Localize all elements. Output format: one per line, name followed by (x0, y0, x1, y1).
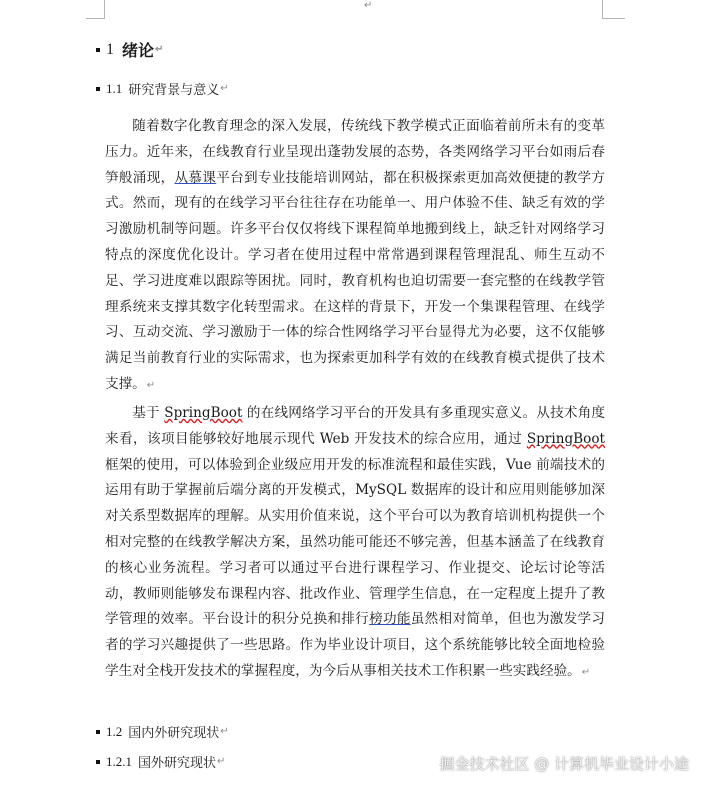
paragraph-text: 虽然相对简单，但也为激发学习者的学习兴趣提供了一些思路。作为毕业设计项目，这个系统能够比较全面地检验学生对全栈开发技术的掌握程度，为今后从事相关技术工作积累一些实践经验。 (105, 611, 606, 679)
spellcheck-flagged-text: SpringBoot (526, 430, 605, 447)
crop-mark-top-left (86, 0, 105, 19)
paragraph-mark-icon: ↵ (146, 379, 156, 391)
heading-number: 1.1 (106, 80, 123, 96)
underlined-text: 榜功能 (369, 611, 411, 628)
heading-title: 研究背景与意义 (128, 83, 220, 98)
spellcheck-flagged-text: SpringBoot (164, 405, 243, 421)
paragraph-mark-icon: ↵ (220, 726, 229, 737)
heading-number: 1.2 (106, 723, 123, 739)
heading-number: 1.2.1 (106, 753, 132, 769)
paragraph-text: 框架的使用，可以体验到企业级应用开发的标准流程和最佳实践，Vue 前端技术的运用有助于掌握前后端分离的开发模式，MySQL 数据库的设计和应用则能够加深对关系型数据库的理解。从实用价值来说，这个平台可以为教育培训机构提供一个相对完整的在线教学解决方案，虽然功能可能还不够完善，但基本涵盖了在线教育的核心业务流程。学习者可以通过平台进行课程学习、作业提交、论坛讨论等活动，教师则能够发布课程内容、批改作业、管理学生信息，在一定程度上提升了教学管理的效率。平台设计的积分兑换和排行 (105, 456, 605, 628)
paragraph-mark-icon: ↵ (220, 83, 229, 94)
heading-bullet-icon (96, 87, 100, 91)
heading-title: 绪论 (122, 41, 155, 60)
paragraph-text: 平台到专业技能培训网站，都在积极探索更加高效便捷的教学方式。然而，现有的在线学习平台往往存在功能单一、用户体验不佳、缺乏有效的学习激励机制等问题。许多平台仅仅将线下课程简单地搬到线上，缺乏针对网络学习特点的深度优化设计。学习者在使用过程中常常遇到课程管理混乱、师生互动不足、学习进度难以跟踪等困扰。同时，教育机构也迫切需要一套完整的在线教学管理系统来支撑其数字化转型需求。在这样的背景下，开发一个集课程管理、在线学习、互动交流、学习激励于一体的综合性网络学习平台显得尤为必要，这不仅能够满足当前教育行业的实际需求，也为探索更加科学有效的在线教育模式提供了技术支撑。 (105, 169, 606, 392)
heading-1[interactable] (96, 38, 163, 61)
crop-mark-top-right (602, 0, 625, 19)
paragraph-mark-icon: ↵ (217, 756, 226, 767)
heading-bullet-icon (96, 48, 100, 52)
body-paragraph-1[interactable] (105, 114, 605, 399)
heading-title: 国内外研究现状 (128, 726, 220, 741)
heading-title: 国外研究现状 (138, 756, 217, 771)
heading-2-research-status[interactable] (96, 722, 229, 741)
watermark: 掘金技术社区 @ 计算机毕业设计小途 (439, 755, 689, 773)
paragraph-text: 的在线网络学习平台的开发具有多重现实意义。从技术角度来看，该项目能够较好地展示现代 Web 开发技术的综合应用，通过 (105, 405, 605, 447)
heading-2-background[interactable] (96, 79, 229, 98)
paragraph-text: 基于 (132, 405, 165, 421)
heading-bullet-icon (96, 760, 100, 764)
heading-3-foreign-status[interactable] (96, 752, 225, 771)
paragraph-mark-icon: ↵ (155, 44, 164, 55)
underlined-text: 从慕课 (174, 169, 217, 186)
heading-number: 1 (106, 40, 114, 58)
paragraph-text: 随着数字化教育理念的深入发展，传统线下教学模式正面临着前所未有的变革压力。近年来，在线教育行业呈现出蓬勃发展的态势，各类网络学习平台如雨后春笋般涌现， (105, 118, 605, 186)
paragraph-mark-icon: ↵ (581, 666, 591, 678)
heading-bullet-icon (96, 730, 100, 734)
paragraph-mark-icon: ↵ (364, 0, 373, 11)
body-paragraph-2[interactable] (105, 401, 605, 686)
